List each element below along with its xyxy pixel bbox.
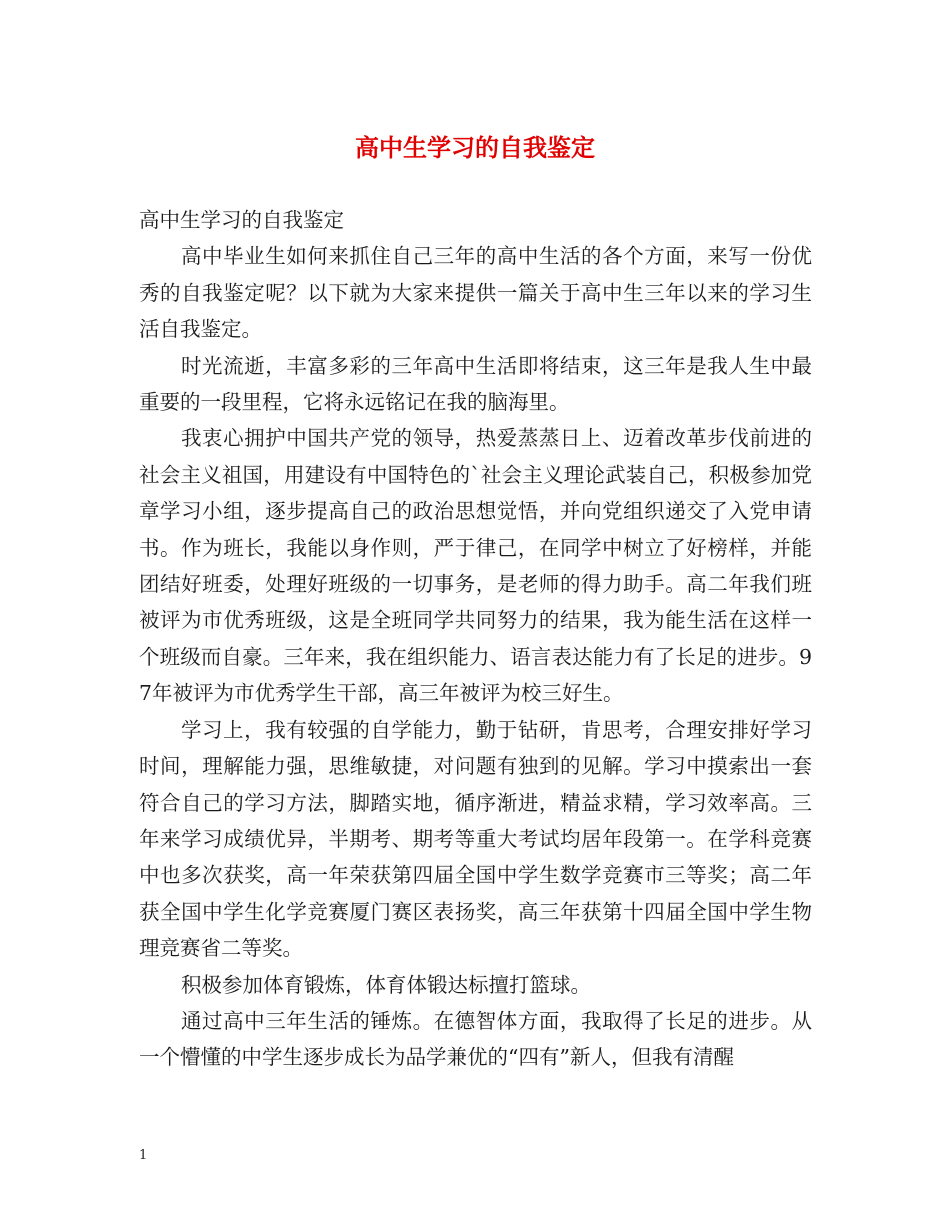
page-number: 1 bbox=[139, 1148, 148, 1163]
paragraph-intro: 高中毕业生如何来抓住自己三年的高中生活的各个方面，来写一份优秀的自我鉴定呢？以下就为大家来提供一篇关于高中生三年以来的学习生活自我鉴定。 bbox=[139, 244, 812, 342]
subtitle-line: 高中生学习的自我鉴定 bbox=[139, 208, 344, 232]
document-title: 高中生学习的自我鉴定 bbox=[355, 134, 595, 162]
paragraph-summary: 通过高中三年生活的锤炼。在德智体方面，我取得了长足的进步。从一个懵懂的中学生逐步成长为品学兼优的“四有”新人，但我有清醒 bbox=[139, 1008, 812, 1070]
paragraph-time: 时光流逝，丰富多彩的三年高中生活即将结束，这三年是我人生中最重要的一段里程，它将永远铭记在我的脑海里。 bbox=[139, 353, 812, 415]
document-body bbox=[139, 202, 812, 1076]
paragraph-politics: 我衷心拥护中国共产党的领导，热爱蒸蒸日上、迈着改革步伐前进的社会主义祖国，用建设有中国特色的`社会主义理论武装自己，积极参加党章学习小组，逐步提高自己的政治思想觉悟，并向党组织递交了入党申请书。作为班长，我能以身作则，严于律己，在同学中树立了好榜样，并能团结好班委，处理好班级的一切事务，是老师的得力助手。高二年我们班被评为市优秀班级，这是全班同学共同努力的结果，我为能生活在这样一个班级而自豪。三年来，我在组织能力、语言表达能力有了长足的进步。97年被评为市优秀学生干部，高三年被评为校三好生。 bbox=[139, 426, 812, 706]
paragraph-sports: 积极参加体育锻炼，体育体锻达标擅打篮球。 bbox=[181, 972, 591, 997]
paragraph-study: 学习上，我有较强的自学能力，勤于钻研，肯思考，合理安排好学习时间，理解能力强，思维敏捷，对问题有独到的见解。学习中摸索出一套符合自己的学习方法，脚踏实地，循序渐进，精益求精，学习效率高。三年来学习成绩优异，半期考、期考等重大考试均居年段第一。在学科竞赛中也多次获奖，高一年荣获第四届全国中学生数学竞赛市三等奖；高二年获全国中学生化学竞赛厦门赛区表扬奖，高三年获第十四届全国中学生物理竞赛省二等奖。 bbox=[139, 717, 812, 961]
